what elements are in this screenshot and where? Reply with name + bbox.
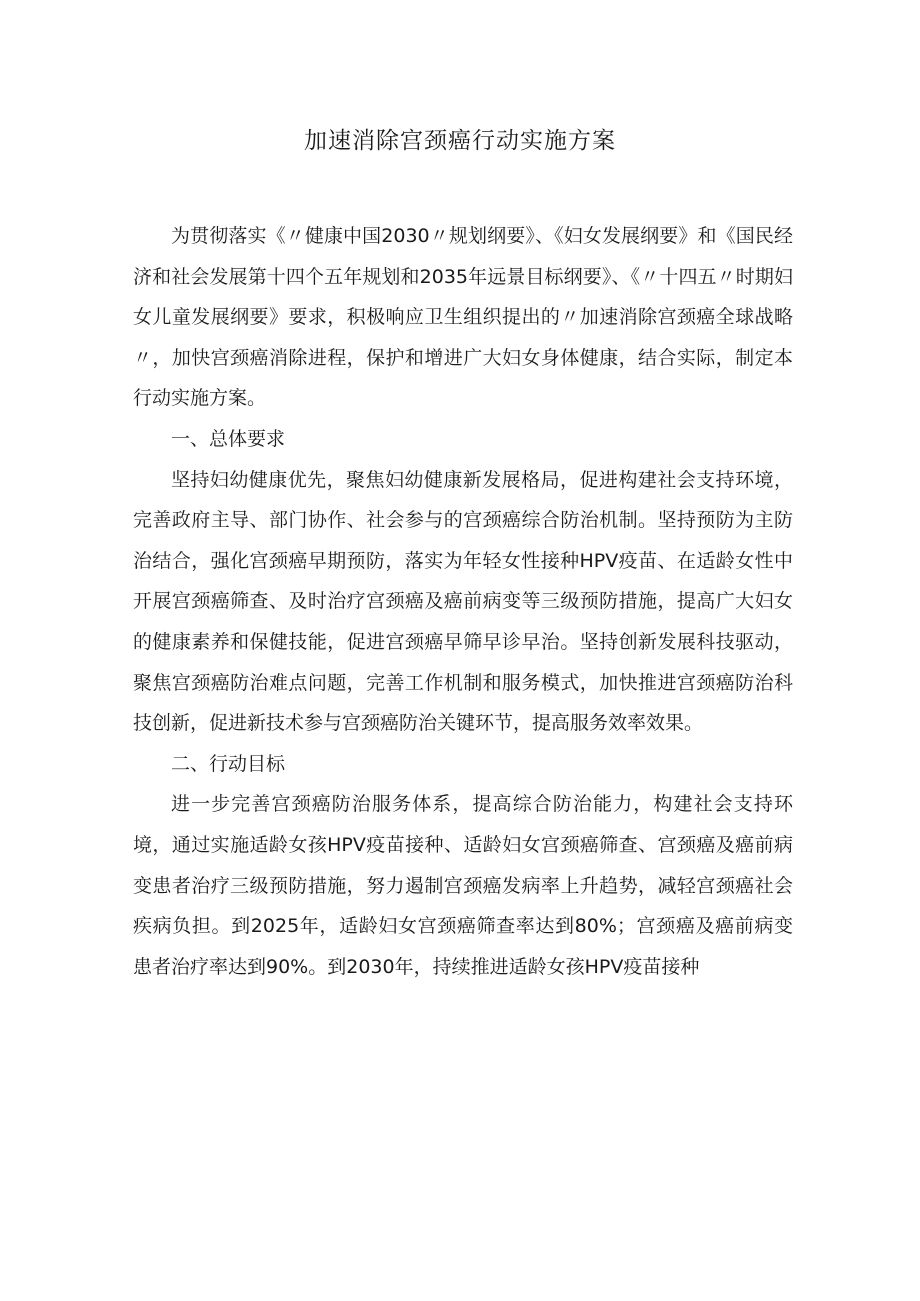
section-paragraph-overall-requirements: 坚持妇幼健康优先，聚焦妇幼健康新发展格局，促进构建社会支持环境，完善政府主导、部门协作、社会参与的宫颈癌综合防治机制。坚持预防为主防治结合，强化宫颈癌早期预防，落实为年轻女性接种HPV疫苗、在适龄女性中开展宫颈癌筛查、及时治疗宫颈癌及癌前病变等三级预防措施，提高广大妇女的健康素养和保健技能，促进宫颈癌早筛早诊早治。坚持创新发展科技驱动，聚焦宫颈癌防治难点问题，完善工作机制和服务模式，加快推进宫颈癌防治科技创新，促进新技术参与宫颈癌防治关键环节，提高服务效率效果。: [133, 468, 793, 735]
section-paragraph-action-goals: 进一步完善宫颈癌防治服务体系，提高综合防治能力，构建社会支持环境，通过实施适龄女孩HPV疫苗接种、适龄妇女宫颈癌筛查、宫颈癌及癌前病变患者治疗三级预防措施，努力遏制宫颈癌发病率上升趋势，减轻宫颈癌社会疾病负担。到2025年，适龄妇女宫颈癌筛查率达到80%；宫颈癌及癌前病变患者治疗率达到90%。到2030年，持续推进适龄女孩HPV疫苗接种: [133, 793, 793, 978]
document-body: [133, 216, 793, 987]
document-title: 加速消除宫颈癌行动实施方案: [304, 128, 616, 154]
section-heading-overall-requirements: 一、总体要求: [171, 427, 286, 450]
intro-paragraph: 为贯彻落实《〃健康中国2030〃规划纲要》、《妇女发展纲要》和《国民经济和社会发展第十四个五年规划和2035年远景目标纲要》、《〃十四五〃时期妇女儿童发展纲要》要求，积极响应卫生组织提出的〃加速消除宫颈癌全球战略〃，加快宫颈癌消除进程，保护和增进广大妇女身体健康，结合实际，制定本行动实施方案。: [133, 225, 793, 410]
section-heading-action-goals: 二、行动目标: [171, 752, 286, 775]
